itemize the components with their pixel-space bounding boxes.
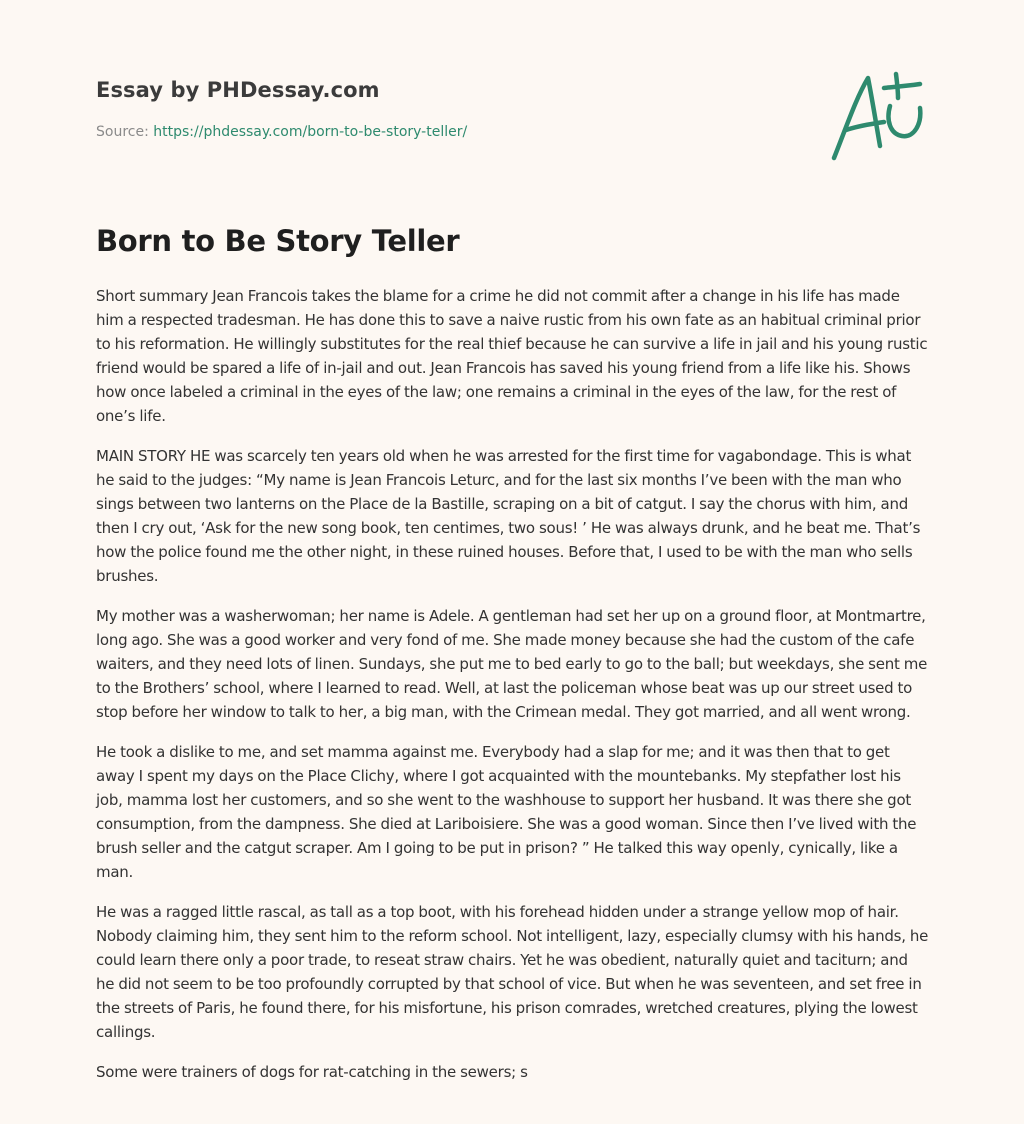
essay-paragraph: He took a dislike to me, and set mamma against me. Everybody had a slap for me; and it was then that to get away I spent my days on the Place Clichy, where I got acquainted with the mountebanks. My stepfather lost his job, mamma lost her customers, and so she went to the washhouse to support her husband. It was there she got consumption, from the dampness. She died at Lariboisiere. She was a good woman. Since then I’ve lived with the brush seller and the catgut scraper. Am I going to be put in prison? ” He talked this way openly, cynically, like a man.	[96, 743, 917, 881]
essay-title: Born to Be Story Teller	[96, 224, 460, 258]
source-label: Source:	[96, 124, 149, 140]
essay-paragraph: Short summary Jean Francois takes the blame for a crime he did not commit after a change in his life has made him a respected tradesman. He has done this to save a naive rustic from his own fate as an habitual criminal prior to his reformation. He willingly substitutes for the real thief because he can survive a life in jail and his young rustic friend would be spared a life of in-jail and out. Jean Francois has saved his young friend from a life like his. Shows how once labeled a criminal in the eyes of the law; one remains a criminal in the eyes of the law, for the rest of one’s life.	[96, 287, 928, 425]
document-header	[96, 72, 928, 172]
source-link[interactable]: https://phdessay.com/born-to-be-story-teller/	[153, 124, 468, 140]
essay-paragraph: My mother was a washerwoman; her name is Adele. A gentleman had set her up on a ground floor, at Montmartre, long ago. She was a good worker and very fond of me. She made money because she had the custom of the cafe waiters, and they need lots of linen. Sundays, she put me to bed early to go to the ball; but weekdays, she sent me to the Brothers’ school, where I learned to read. Well, at last the policeman whose beat was up our street used to stop before her window to talk to her, a big man, with the Crimean medal. They got married, and all went wrong.	[96, 607, 928, 721]
site-brand: Essay by PHDessay.com	[96, 78, 380, 102]
essay-paragraph: MAIN STORY HE was scarcely ten years old when he was arrested for the first time for vagabondage. This is what he said to the judges: “My name is Jean Francois Leturc, and for the last six months I’ve been with the man who sings between two lanterns on the Place de la Bastille, scraping on a bit of catgut. I say the chorus with him, and then I cry out, ‘Ask for the new song book, ten centimes, two sous! ’ He was always drunk, and he beat me. That’s how the police found me the other night, in these ruined houses. Before that, I used to be with the man who sells brushes.	[96, 447, 921, 585]
source-line	[96, 124, 467, 140]
essay-paragraph: He was a ragged little rascal, as tall as a top boot, with his forehead hidden under a strange yellow mop of hair. Nobody claiming him, they sent him to the reform school. Not intelligent, lazy, especially clumsy with his hands, he could learn there only a poor trade, to reseat straw chairs. Yet he was obedient, naturally quiet and taciturn; and he did not seem to be too profoundly corrupted by that school of vice. But when he was seventeen, and set free in the streets of Paris, he found there, for his misfortune, his prison comrades, wretched creatures, plying the lowest callings.	[96, 903, 929, 1041]
a-plus-logo	[826, 68, 930, 164]
a-plus-logo-icon	[826, 68, 930, 164]
essay-paragraph-truncated: Some were trainers of dogs for rat-catching in the sewers; s	[96, 1063, 528, 1081]
essay-body	[96, 284, 930, 1100]
